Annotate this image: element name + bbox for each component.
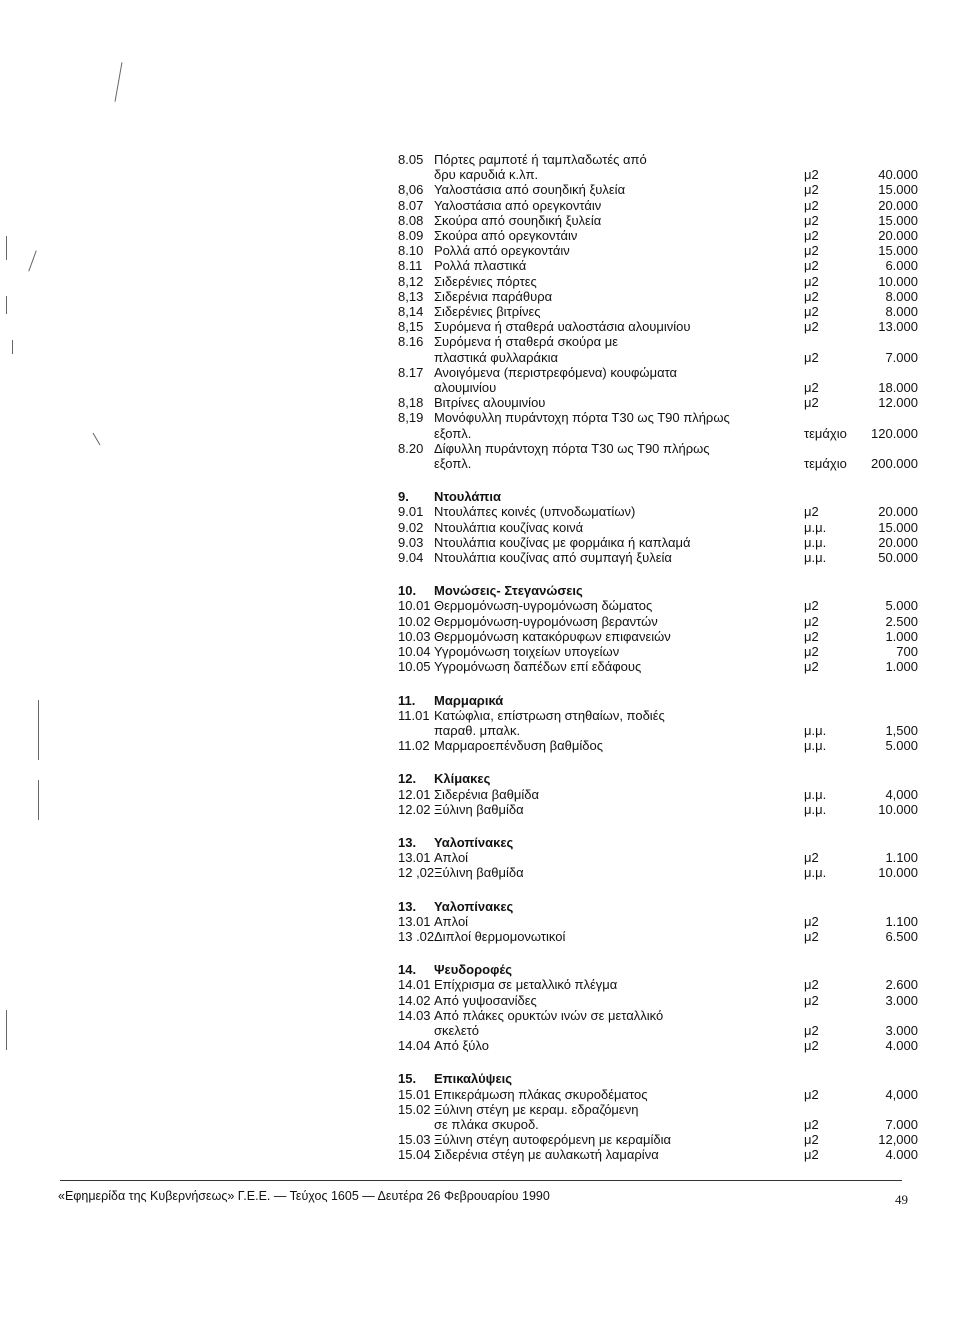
section-number: 13. [398, 898, 417, 914]
item-description: Από ξύλο [434, 1038, 489, 1054]
item-code: 8,18 [398, 395, 424, 411]
item-unit: μ2 [804, 380, 819, 396]
item-price: 1.100 [885, 850, 918, 866]
section-gap [398, 675, 918, 693]
item-unit: μ.μ. [804, 519, 827, 535]
item-price: 10.000 [878, 801, 918, 817]
section-title: Επικαλύψεις [434, 1071, 512, 1087]
item-code: 8.07 [398, 197, 424, 213]
item-description: Υαλοστάσια από ορεγκοντάιν [434, 197, 602, 213]
item-unit: μ2 [804, 258, 819, 274]
item-code: 9.03 [398, 534, 424, 550]
item-description: Ρολλά από ορεγκοντάιν [434, 243, 570, 259]
section-number: 13. [398, 834, 417, 850]
item-unit: μ2 [804, 1116, 819, 1132]
item-price: 15.000 [878, 212, 918, 228]
item-code: 10.04 [398, 644, 431, 660]
item-code: 13.01 [398, 913, 431, 929]
item-unit: μ.μ. [804, 738, 827, 754]
item-code: 14.04 [398, 1038, 431, 1054]
item-code: 11.02 [398, 738, 430, 754]
scan-mark [93, 433, 101, 446]
list-item [398, 274, 918, 289]
item-unit: μ2 [804, 228, 819, 244]
item-description: Συρόμενα ή σταθερά υαλοστάσια αλουμινίου [434, 319, 691, 335]
item-code: 8.09 [398, 228, 424, 244]
item-price: 1.100 [885, 913, 918, 929]
item-code: 12.01 [398, 786, 431, 802]
item-unit: μ2 [804, 167, 819, 183]
price-list [398, 152, 918, 1163]
item-unit: μ.μ. [804, 550, 827, 566]
section-title: Υαλοπίνακες [434, 834, 514, 850]
section-number: 9. [398, 489, 409, 505]
item-unit: μ2 [804, 349, 819, 365]
item-code: 8.08 [398, 212, 424, 228]
item-description: Συρόμενα ή σταθερά σκούρα με [434, 334, 619, 350]
item-unit: μ2 [804, 243, 819, 259]
item-description: Μονόφυλλη πυράντοχη πόρτα Τ30 ως Τ90 πλήρως [434, 410, 730, 426]
section-heading [398, 1071, 918, 1086]
list-item [398, 213, 918, 228]
item-code: 15.04 [398, 1147, 431, 1163]
item-price: 6.500 [885, 928, 918, 944]
item-description: Δίφυλλη πυράντοχη πόρτα Τ30 ως Τ90 πλήρως [434, 440, 710, 456]
item-description: Διπλοί θερμομονωτικοί [434, 928, 566, 944]
item-code: 8,13 [398, 288, 424, 304]
section-gap [398, 471, 918, 489]
item-code: 15.03 [398, 1132, 431, 1148]
item-unit: μ2 [804, 288, 819, 304]
list-item [398, 182, 918, 197]
section-number: 14. [398, 962, 417, 978]
item-code: 10.03 [398, 628, 431, 644]
section-gap [398, 881, 918, 899]
list-item [398, 535, 918, 550]
section-title: Ψευδοροφές [434, 962, 512, 978]
item-price: 200.000 [871, 456, 918, 472]
list-item [398, 977, 918, 992]
item-description: παραθ. μπαλκ. [434, 722, 521, 738]
item-description: Σιδερένιες πόρτες [434, 273, 537, 289]
item-code: 9.01 [398, 504, 424, 520]
item-description: Υαλοστάσια από σουηδική ξυλεία [434, 182, 626, 198]
section-title: Κλίμακες [434, 771, 491, 787]
item-description: Ντουλάπια κουζίνας κοινά [434, 519, 584, 535]
list-item [398, 550, 918, 565]
list-item-continuation [398, 350, 918, 365]
item-unit: μ2 [804, 197, 819, 213]
item-price: 20.000 [878, 197, 918, 213]
item-unit: μ2 [804, 659, 819, 675]
section-number: 15. [398, 1071, 417, 1087]
item-unit: μ.μ. [804, 722, 827, 738]
item-price: 2.600 [885, 977, 918, 993]
item-unit: μ2 [804, 1086, 819, 1102]
scan-mark [38, 700, 39, 760]
item-unit: μ.μ. [804, 865, 827, 881]
item-price: 10.000 [878, 273, 918, 289]
section-heading [398, 899, 918, 914]
item-unit: τεμάχιο [804, 425, 847, 441]
item-description: Σιδερένια βαθμίδα [434, 786, 540, 802]
section-title: Ντουλάπια [434, 489, 501, 505]
list-item-continuation [398, 723, 918, 738]
item-unit: τεμάχιο [804, 456, 847, 472]
item-price: 7.000 [885, 349, 918, 365]
item-description: Θερμομόνωση κατακόρυφων επιφανειών [434, 628, 671, 644]
item-description: Επίχρισμα σε μεταλλικό πλέγμα [434, 977, 618, 993]
item-unit: μ2 [804, 1022, 819, 1038]
list-item [398, 410, 918, 425]
item-code: 15.01 [398, 1086, 431, 1102]
list-item [398, 644, 918, 659]
item-code: 8,14 [398, 304, 424, 320]
list-item-continuation [398, 167, 918, 182]
list-item [398, 228, 918, 243]
item-price: 7.000 [885, 1116, 918, 1132]
item-price: 18.000 [878, 380, 918, 396]
list-item [398, 929, 918, 944]
scan-mark [115, 62, 123, 102]
item-price: 4,000 [885, 1086, 918, 1102]
item-code: 8.16 [398, 334, 424, 350]
scan-mark [6, 296, 7, 314]
item-description: Σκούρα από σουηδική ξυλεία [434, 212, 602, 228]
footer-rule [60, 1180, 902, 1181]
item-description: Μαρμαροεπένδυση βαθμίδος [434, 738, 603, 754]
list-item [398, 598, 918, 613]
section-heading [398, 693, 918, 708]
item-description: Ντουλάπες κοινές (υπνοδωματίων) [434, 504, 636, 520]
list-item [398, 850, 918, 865]
item-unit: μ2 [804, 395, 819, 411]
item-description: Πόρτες ραμποτέ ή ταμπλαδωτές από [434, 152, 647, 167]
item-price: 1,500 [885, 722, 918, 738]
item-unit: μ2 [804, 1147, 819, 1163]
scan-mark [38, 780, 39, 820]
section-gap [398, 565, 918, 583]
item-unit: μ.μ. [804, 534, 827, 550]
item-description: Ξύλινη βαθμίδα [434, 865, 524, 881]
scan-mark [28, 250, 36, 271]
item-code: 8.10 [398, 243, 424, 259]
item-code: 8.17 [398, 364, 424, 380]
item-description: Ξύλινη βαθμίδα [434, 801, 524, 817]
item-description: Σιδερένια στέγη με αυλακωτή λαμαρίνα [434, 1147, 659, 1163]
section-heading [398, 771, 918, 786]
item-description: Βιτρίνες αλουμινίου [434, 395, 546, 411]
section-title: Μαρμαρικά [434, 692, 504, 708]
item-unit: μ2 [804, 212, 819, 228]
scan-mark [6, 1010, 7, 1050]
item-unit: μ2 [804, 1038, 819, 1054]
item-price: 20.000 [878, 504, 918, 520]
item-code: 8,19 [398, 410, 424, 426]
item-description: δρυ καρυδιά κ.λπ. [434, 167, 539, 183]
item-price: 12.000 [878, 395, 918, 411]
list-item [398, 1102, 918, 1117]
item-code: 10.02 [398, 613, 431, 629]
list-item [398, 787, 918, 802]
list-item [398, 629, 918, 644]
item-description: Απλοί [434, 850, 469, 866]
list-item [398, 865, 918, 880]
item-price: 5.000 [885, 738, 918, 754]
item-price: 3.000 [885, 992, 918, 1008]
section-gap [398, 817, 918, 835]
item-description: πλαστικά φυλλαράκια [434, 349, 558, 365]
item-price: 40.000 [878, 167, 918, 183]
item-unit: μ2 [804, 598, 819, 614]
item-description: Ξύλινη στέγη αυτοφερόμενη με κεραμίδια [434, 1132, 671, 1148]
item-price: 2.500 [885, 613, 918, 629]
item-code: 14.02 [398, 992, 431, 1008]
item-unit: μ2 [804, 182, 819, 198]
list-item-continuation [398, 1117, 918, 1132]
item-unit: μ2 [804, 319, 819, 335]
section-gap [398, 753, 918, 771]
page-footer [58, 1189, 908, 1208]
list-item [398, 304, 918, 319]
item-unit: μ.μ. [804, 801, 827, 817]
item-price: 6.000 [885, 258, 918, 274]
item-description: σκελετό [434, 1022, 479, 1038]
scan-mark [6, 236, 7, 260]
item-unit: μ.μ. [804, 786, 827, 802]
item-unit: μ2 [804, 850, 819, 866]
list-item [398, 243, 918, 258]
item-price: 4,000 [885, 786, 918, 802]
page-number: 49 [895, 1192, 908, 1207]
item-unit: μ2 [804, 273, 819, 289]
item-description: Σιδερένιες βιτρίνες [434, 304, 541, 320]
item-description: εξοπλ. [434, 425, 472, 441]
item-description: Ρολλά πλαστικά [434, 258, 527, 274]
list-item [398, 520, 918, 535]
item-unit: μ2 [804, 992, 819, 1008]
item-code: 12 ,02 [398, 865, 435, 881]
item-price: 8.000 [885, 288, 918, 304]
section-heading [398, 835, 918, 850]
list-item-continuation [398, 456, 918, 471]
item-price: 10.000 [878, 865, 918, 881]
list-item [398, 1038, 918, 1053]
list-item [398, 1132, 918, 1147]
list-item [398, 659, 918, 674]
item-code: 8,15 [398, 319, 424, 335]
item-price: 5.000 [885, 598, 918, 614]
item-description: Επικεράμωση πλάκας σκυροδέματος [434, 1086, 648, 1102]
item-description: Θερμομόνωση-υγρομόνωση βεραντών [434, 613, 658, 629]
list-item [398, 993, 918, 1008]
item-unit: μ2 [804, 1132, 819, 1148]
item-price: 20.000 [878, 228, 918, 244]
list-item [398, 504, 918, 519]
list-item [398, 258, 918, 273]
item-price: 8.000 [885, 304, 918, 320]
item-description: εξοπλ. [434, 456, 472, 472]
item-description: Από γυψοσανίδες [434, 992, 537, 1008]
item-price: 1.000 [885, 628, 918, 644]
list-item [398, 319, 918, 334]
item-code: 9.02 [398, 519, 424, 535]
item-code: 8.11 [398, 258, 423, 274]
item-price: 3.000 [885, 1022, 918, 1038]
section-gap [398, 944, 918, 962]
item-price: 120.000 [871, 425, 918, 441]
item-price: 700 [896, 644, 918, 660]
section-heading [398, 962, 918, 977]
section-title: Μονώσεις- Στεγανώσεις [434, 583, 583, 599]
item-price: 13.000 [878, 319, 918, 335]
item-description: Σκούρα από ορεγκοντάιν [434, 228, 578, 244]
item-description: Θερμομόνωση-υγρομόνωση δώματος [434, 598, 653, 614]
item-price: 20.000 [878, 534, 918, 550]
list-item [398, 1008, 918, 1023]
item-code: 8.05 [398, 152, 424, 167]
list-item [398, 289, 918, 304]
section-heading [398, 583, 918, 598]
item-unit: μ2 [804, 928, 819, 944]
item-unit: μ2 [804, 628, 819, 644]
list-item [398, 1087, 918, 1102]
item-description: Απλοί [434, 913, 469, 929]
item-description: Ανοιγόμενα (περιστρεφόμενα) κουφώματα [434, 364, 678, 380]
list-item [398, 365, 918, 380]
item-price: 4.000 [885, 1038, 918, 1054]
item-price: 1.000 [885, 659, 918, 675]
list-item [398, 708, 918, 723]
item-price: 4.000 [885, 1147, 918, 1163]
list-item [398, 1147, 918, 1162]
item-price: 50.000 [878, 550, 918, 566]
section-heading [398, 489, 918, 504]
item-code: 8,12 [398, 273, 424, 289]
section-number: 12. [398, 771, 417, 787]
item-price: 15.000 [878, 243, 918, 259]
item-code: 8.20 [398, 440, 424, 456]
item-description: αλουμινίου [434, 380, 497, 396]
section-number: 10. [398, 583, 417, 599]
item-code: 14.01 [398, 977, 431, 993]
scan-mark [12, 340, 13, 354]
item-unit: μ2 [804, 613, 819, 629]
item-code: 8,06 [398, 182, 424, 198]
item-description: Κατώφλια, επίστρωση στηθαίων, ποδιές [434, 707, 665, 723]
list-item [398, 441, 918, 456]
item-unit: μ2 [804, 504, 819, 520]
item-description: Ξύλινη στέγη με κεραμ. εδραζόμενη [434, 1101, 639, 1117]
item-description: Υγρομόνωση τοιχείων υπογείων [434, 644, 620, 660]
item-code: 9.04 [398, 550, 424, 566]
list-item [398, 738, 918, 753]
item-code: 13.01 [398, 850, 431, 866]
list-item [398, 614, 918, 629]
item-code: 11.01 [398, 707, 430, 723]
item-code: 15.02 [398, 1101, 431, 1117]
section-gap [398, 1053, 918, 1071]
footer-text: «Εφημερίδα της Κυβερνήσεως» Γ.Ε.Ε. — Τεύχος 1605 — Δευτέρα 26 Φεβρουαρίου 1990 [58, 1189, 550, 1203]
section-title: Υαλοπίνακες [434, 898, 514, 914]
item-code: 10.01 [398, 598, 431, 614]
list-item-continuation [398, 380, 918, 395]
list-item [398, 152, 918, 167]
item-description: Ντουλάπια κουζίνας από συμπαγή ξυλεία [434, 550, 672, 566]
item-unit: μ2 [804, 977, 819, 993]
list-item-continuation [398, 426, 918, 441]
item-code: 14.03 [398, 1007, 431, 1023]
list-item [398, 914, 918, 929]
list-item [398, 395, 918, 410]
list-item [398, 802, 918, 817]
list-item [398, 334, 918, 349]
list-item-continuation [398, 1023, 918, 1038]
item-description: Σιδερένια παράθυρα [434, 288, 553, 304]
item-code: 10.05 [398, 659, 431, 675]
item-description: Υγρομόνωση δαπέδων επί εδάφους [434, 659, 642, 675]
item-price: 12,000 [878, 1132, 918, 1148]
list-item [398, 198, 918, 213]
item-description: σε πλάκα σκυροδ. [434, 1116, 539, 1132]
section-number: 11. [398, 692, 416, 708]
item-unit: μ2 [804, 913, 819, 929]
item-price: 15.000 [878, 182, 918, 198]
item-code: 13 .02 [398, 928, 435, 944]
item-price: 15.000 [878, 519, 918, 535]
item-code: 12.02 [398, 801, 431, 817]
item-unit: μ2 [804, 304, 819, 320]
item-description: Ντουλάπια κουζίνας με φορμάικα ή καπλαμά [434, 534, 691, 550]
item-description: Από πλάκες ορυκτών ινών σε μεταλλικό [434, 1007, 664, 1023]
item-unit: μ2 [804, 644, 819, 660]
